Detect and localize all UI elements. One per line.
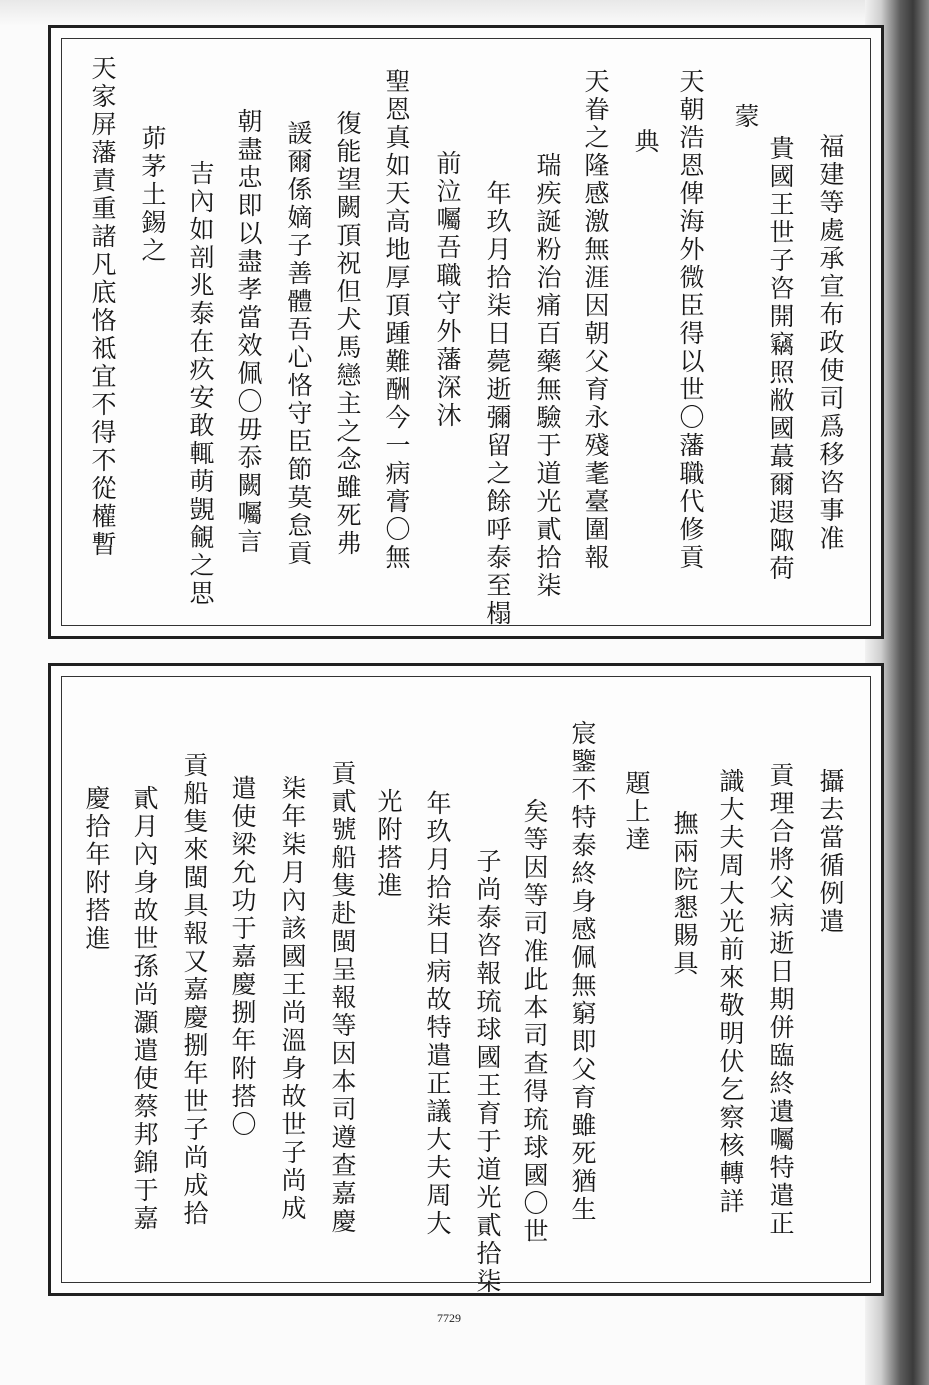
text-column: 蒙 (731, 103, 760, 131)
text-column: 茆茅土錫之 (138, 125, 167, 265)
text-column: 貢船隻來閩具報又嘉慶捌年世子尚成拾 (180, 752, 209, 1228)
text-column: 宸鑒不特泰終身感佩無窮即父育雖死猶生 (568, 720, 597, 1224)
text-column: 前泣囑吾職守外藩深沐 (433, 150, 462, 430)
text-column: 年玖月拾柒日病故特遣正議大夫周大 (423, 790, 452, 1238)
page-number: 7729 (437, 1311, 461, 1325)
page-top-edge-shadow (0, 0, 929, 26)
text-column: 攝去當循例遣 (816, 768, 845, 936)
text-column: 朝盡忠即以盡孝當效佩〇毋忝闕囑言 (234, 108, 263, 556)
text-column: 子尚泰咨報琉球國王育于道光貳拾柒 (473, 848, 502, 1296)
text-column: 慶拾年附搭進 (82, 785, 111, 953)
text-column: 復能望闕頂祝但犬馬戀主之念雖死弗 (333, 110, 362, 558)
text-column: 光附搭進 (374, 788, 403, 900)
text-column: 吉內如剖兆泰在疚安敢輒萌覬覦之思 (186, 160, 215, 608)
text-column: 諼爾係嫡子善體吾心恪守臣節莫怠貢 (284, 120, 313, 568)
text-column: 遣使梁允功于嘉慶捌年附搭〇 (228, 775, 257, 1139)
lower-text-panel (48, 663, 884, 1296)
text-column: 貢理合將父病逝日期併臨終遺囑特遣正 (766, 762, 795, 1238)
text-column: 撫兩院懇賜具 (670, 810, 699, 978)
text-column: 天朝浩恩俾海外微臣得以世〇藩職代修貢 (676, 68, 705, 572)
text-column: 天眷之隆感激無涯因朝父育永殘耄臺圍報 (581, 68, 610, 572)
text-column: 貢貳號船隻赴閩呈報等因本司遵查嘉慶 (328, 760, 357, 1236)
text-column: 題上達 (622, 770, 651, 854)
text-column: 貴國王世子咨開竊照敝國蕞爾遐陬荷 (766, 135, 795, 583)
text-column: 矣等因等司准此本司查得琉球國〇世 (520, 798, 549, 1246)
text-column: 識大夫周大光前來敬明伏乞察核轉詳 (716, 768, 745, 1216)
text-column: 年玖月拾柒日薨逝彌留之餘呼泰至榻 (483, 180, 512, 628)
text-column: 聖恩真如天高地厚頂踵難酬今一病膏〇無 (382, 68, 411, 572)
text-column: 瑞疾誕粉治痛百藥無驗于道光貳拾柒 (533, 152, 562, 600)
text-column: 天家屏藩責重諸凡底恪祗宜不得不從權暫 (88, 55, 117, 559)
text-column: 福建等處承宣布政使司爲移咨事准 (816, 133, 845, 553)
text-column: 柒年柒月內該國王尚溫身故世子尚成 (278, 775, 307, 1223)
text-column: 典 (631, 128, 660, 156)
text-column: 貳月內身故世孫尚灝遣使蔡邦錦于嘉 (130, 785, 159, 1233)
